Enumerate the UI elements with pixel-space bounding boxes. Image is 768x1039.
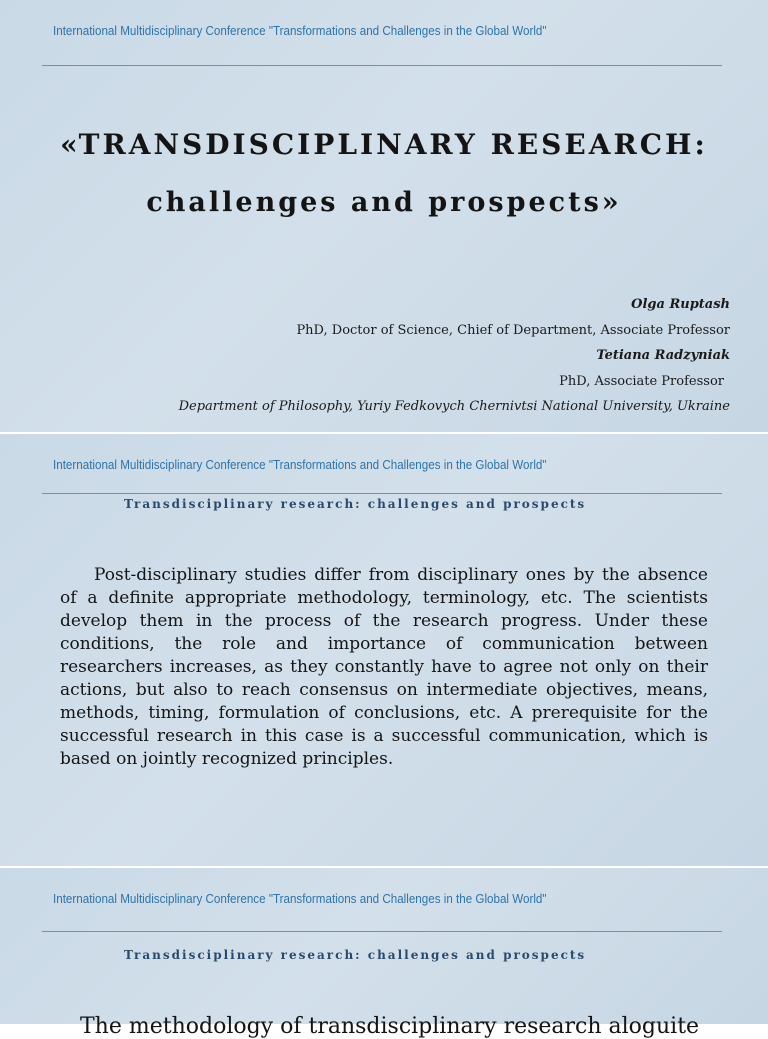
conference-header: International Multidisciplinary Conference "Transformations and Challenges in the Global World" — [53, 892, 547, 906]
slide-title — [0, 0, 768, 432]
header-divider — [42, 931, 722, 932]
slide-content-2 — [0, 868, 768, 1039]
author-2-role: PhD, Associate Professor — [559, 374, 724, 389]
body-paragraph: Post-disciplinary studies differ from disciplinary ones by the absence of a definite appropriate methodology, terminology, etc. The scientists develop them in the process of the research progress. Under these conditions, the role and importance of communication between researchers increases, as they constantly have to agree not only on their actions, but also to reach consensus on intermediate objectives, means, methods, timing, formulation of conclusions, etc. A prerequisite for the successful research in this case is a successful communication, which is based on jointly recognized principles. — [60, 565, 708, 769]
body-paragraph-partial: The methodology of transdisciplinary research aloguite — [80, 1014, 700, 1039]
conference-header: International Multidisciplinary Conference "Transformations and Challenges in the Global World" — [53, 458, 547, 472]
author-2-name: Tetiana Radzyniak — [596, 348, 730, 363]
author-1-name: Olga Ruptash — [631, 297, 730, 312]
slide-content-1 — [0, 434, 768, 866]
slide-subtitle: Transdisciplinary research: challenges and prospects — [124, 497, 587, 511]
main-title-line-1: «TRANSDISCIPLINARY RESEARCH: — [60, 128, 708, 161]
affiliation: Department of Philosophy, Yuriy Fedkovych Chernivtsi National University, Ukraine — [178, 399, 730, 414]
main-title-line-2: challenges and prospects» — [146, 187, 622, 218]
conference-header: International Multidisciplinary Conference "Transformations and Challenges in the Global World" — [53, 24, 547, 38]
header-divider — [42, 493, 722, 494]
slide-subtitle: Transdisciplinary research: challenges and prospects — [124, 948, 587, 962]
header-divider — [42, 65, 722, 66]
author-1-role: PhD, Doctor of Science, Chief of Department, Associate Professor — [296, 323, 730, 338]
